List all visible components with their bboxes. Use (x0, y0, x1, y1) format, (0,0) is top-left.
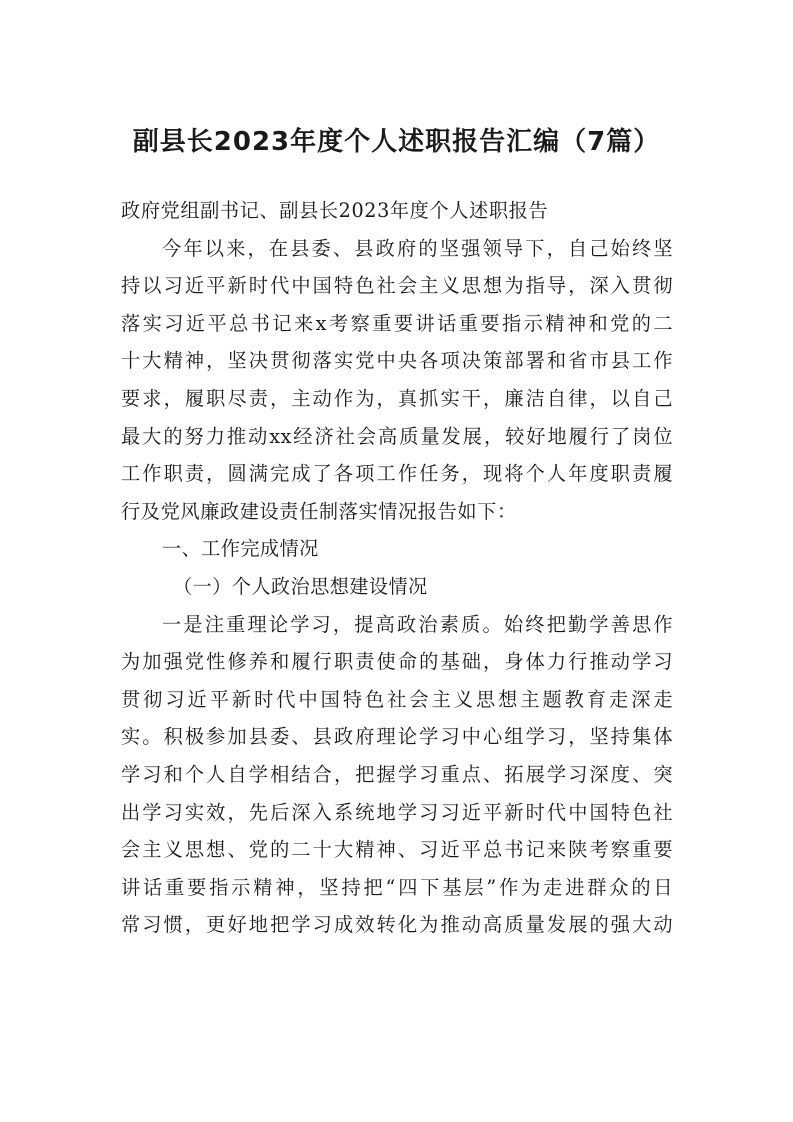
paragraph-line: 一是注重理论学习，提高政治素质。始终把勤学善思作 (162, 612, 673, 636)
paragraph-line: 行及党风廉政建设责任制落实情况报告如下： (121, 499, 517, 523)
document-body (121, 192, 673, 944)
paragraph-line: 要求，履职尽责，主动作为，真抓实干，廉洁自律，以自己 (121, 386, 673, 410)
paragraph-line: 实。积极参加县委、县政府理论学习中心组学习，坚持集体 (121, 725, 673, 749)
paragraph-line: 持以习近平新时代中国特色社会主义思想为指导，深入贯彻 (121, 274, 673, 298)
paragraph-line: 落实习近平总书记来x考察重要讲话重要指示精神和党的二 (121, 311, 673, 335)
section-heading: 一、工作完成情况 (162, 537, 319, 561)
paragraph-line: 常习惯，更好地把学习成效转化为推动高质量发展的强大动 (121, 913, 673, 937)
paragraph-line: 贯彻习近平新时代中国特色社会主义思想主题教育走深走 (121, 687, 673, 711)
paragraph-line: 十大精神，坚决贯彻落实党中央各项决策部署和省市县工作 (121, 349, 673, 373)
paragraph-line: 会主义思想、党的二十大精神、习近平总书记来陕考察重要 (121, 838, 673, 862)
paragraph-line: 今年以来，在县委、县政府的坚强领导下，自己始终坚 (162, 236, 673, 260)
paragraph-line: 最大的努力推动xx经济社会高质量发展，较好地履行了岗位 (121, 424, 673, 448)
paragraph-line: 工作职责，圆满完成了各项工作任务，现将个人年度职责履 (121, 462, 673, 486)
paragraph-line: 讲话重要指示精神，坚持把“四下基层”作为走进群众的日 (121, 875, 673, 899)
paragraph-line: 学习和个人自学相结合，把握学习重点、拓展学习深度、突 (121, 762, 673, 786)
paragraph-line: 出学习实效，先后深入系统地学习习近平新时代中国特色社 (121, 800, 673, 824)
report-subtitle: 政府党组副书记、副县长2023年度个人述职报告 (121, 199, 549, 222)
subsection-heading: （一）个人政治思想建设情况 (173, 574, 428, 598)
paragraph-line: 为加强党性修养和履行职责使命的基础，身体力行推动学习 (121, 650, 673, 674)
document-title: 副县长2023年度个人述职报告汇编（7篇） (132, 127, 661, 157)
